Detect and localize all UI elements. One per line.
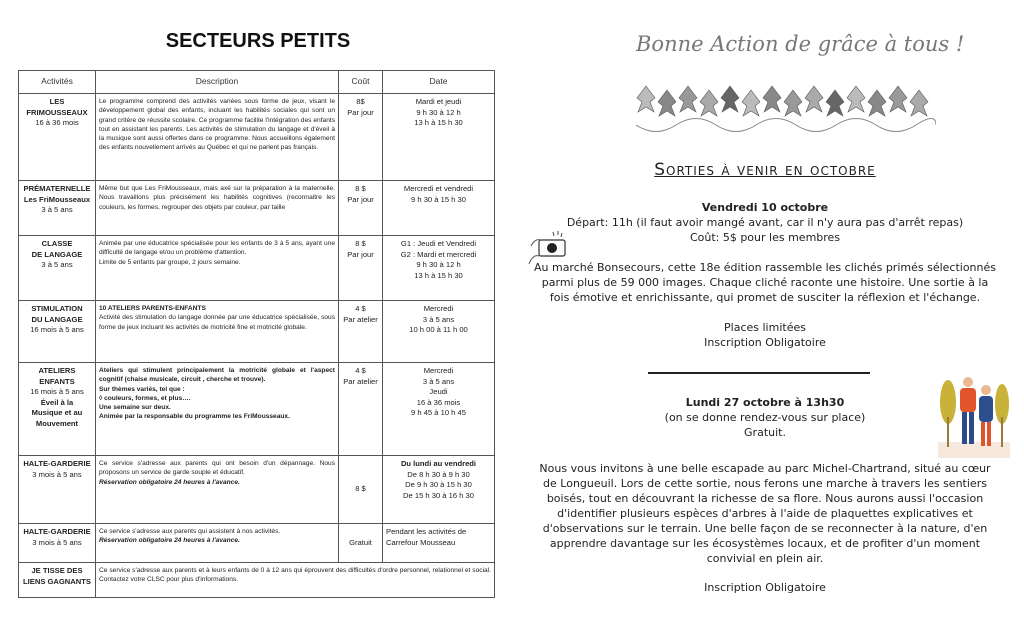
outing-2-date: Lundi 27 octobre à 13h30: [685, 396, 845, 409]
description-text: Le programme comprend des activités variées sous forme de jeux, visant le développement global des enfants, incluant les habilités sociales qui sont un grand critère de réussite scolaire. Ce programme facilite l'intégration des enfants tout en assistant les parents. Les activités de stimulation du langage et d'éveil à la musique sont aussi offertes dans ce programme. Nous accueillons également des enfants nouvellement arrivés au Québec et qui ne parlent pas français.: [99, 98, 335, 152]
outing-1-description: Au marché Bonsecours, cette 18e édition rassemble les clichés primés sélectionnés parmi plus de 59 000 images. Chaque cliché raconte une histoire. Une sortie à la fois émotive et enrichissante, qui promet de susciter la réflexion et l'échange.: [533, 261, 997, 304]
date-cell: [383, 456, 495, 524]
description-cell: [96, 524, 339, 563]
header-date: Date: [383, 71, 495, 94]
outing-2-description: Nous vous invitons à une belle escapade au parc Michel-Chartrand, situé au cœur de Longueuil. Lors de cette sortie, nous ferons une marche à travers les sentiers boisés, tout en découvrant la richesse de sa flore. Nous aurons aussi l'occasion d'identifier plusieurs espèces d'arbres à l'aide de plaquettes explicatives et d'observations sur le terrain. Une belle façon de se reconnecter à la nature, d'en apprendre davantage sur les écosystèmes locaux, et de profiter d'un moment convivial en plein air.: [539, 462, 991, 565]
cost-line: Par atelier: [343, 376, 378, 386]
description-text: Activité des stimulation du langage donnée par une éducatrice spécialisée, sous forme de jeux incluant les activités de motricité fine et motricité globale.: [99, 314, 335, 331]
outing-2-cost: Gratuit.: [744, 426, 786, 439]
description-cell: [96, 456, 339, 524]
activity-cell: [19, 563, 96, 598]
description-cell: [96, 94, 339, 181]
header-activites: Activités: [19, 71, 96, 94]
date-line: Jeudi: [429, 387, 448, 396]
garland-vine: [636, 119, 936, 132]
camera-icon: [527, 228, 569, 268]
activity-line: HALTE-GARDERIE: [23, 527, 91, 536]
activity-line: 3 à 5 ans: [41, 205, 73, 214]
table-row: [19, 301, 495, 363]
date-line: 3 à 5 ans: [422, 376, 455, 386]
date-line: De 8 h 30 à 9 h 30: [407, 469, 470, 479]
activity-line: 3 à 5 ans: [41, 260, 73, 269]
description-text: Réservation obligatoire 24 heures à l'avance.: [99, 478, 240, 486]
activity-line: PRÉMATERNELLE: [23, 184, 91, 193]
description-text: Ce service s'adresse aux parents et à leurs enfants de 0 à 12 ans qui éprouvent des difficultés d'ordre personnel, relationnel et social. Contactez votre CLSC pour plus d'informations.: [99, 567, 491, 584]
leaf-icon: [679, 86, 697, 112]
activity-line: Les FriMousseaux: [23, 194, 91, 204]
description-cell: [96, 363, 339, 456]
activity-line: FRIMOUSSEAUX: [26, 107, 88, 117]
date-line: 9 h 30 à 15 h 30: [411, 194, 466, 204]
date-line: 9 h 45 à 10 h 45: [411, 408, 466, 417]
description-text: Réservation obligatoire 24 heures à l'avance.: [99, 537, 240, 545]
description-text: ◊ couleurs, formes, et plus….: [99, 394, 191, 402]
table-row: [19, 563, 495, 598]
cost-line: 4 $: [355, 304, 366, 313]
cost-line: Par jour: [347, 249, 374, 259]
date-line: 13 h à 15 h 30: [414, 118, 463, 127]
leaf-icon: [637, 86, 655, 112]
outing-2: [520, 395, 1010, 595]
cost-line: Par jour: [347, 194, 374, 204]
date-line: G1 : Jeudi et Vendredi: [400, 239, 477, 248]
outing-1-inscription: Inscription Obligatoire: [704, 336, 826, 349]
date-line: 9 h 30 à 12 h: [416, 107, 461, 117]
outing-1-cost: Coût: 5$ pour les membres: [689, 231, 841, 244]
description-text: Ateliers qui stimulent principalement la motricité globale et l'aspect cognitif (chaise musicale, circuit , cherche et trouve).: [99, 367, 335, 384]
description-text: Animée par une éducatrice spécialisée pour les enfants de 3 à 5 ans, ayant une difficulté de langage et/ou un problème d'attention.: [99, 240, 335, 257]
cost-line: 8 $: [355, 239, 366, 248]
activity-cell: [19, 363, 96, 456]
outing-1-places: Places limitées: [724, 321, 806, 334]
date-line: 16 à 36 mois: [416, 397, 461, 407]
activity-cell: [19, 301, 96, 363]
leaf-icon: [805, 86, 823, 112]
activity-line: 3 mois à 5 ans: [32, 537, 82, 547]
activity-line: ATELIERS: [38, 366, 76, 375]
cost-line: 8 $: [355, 184, 366, 193]
table-row: [19, 363, 495, 456]
table-row: [19, 236, 495, 301]
outing-1: [520, 200, 1010, 350]
description-text: Même but que Les FriMousseaux, mais axé sur la préparation à la maternelle. Nous travaillons plus précisément les habilités cognitives (reconnaitre les couleurs, les formes, regrouper des objets par couleur, par taille: [99, 185, 335, 211]
description-text: Ce service s'adresse aux parents qui ont besoin d'un dépannage. Nous proposons un service de garde souple et éducatif.: [99, 460, 335, 477]
walking-couple-illustration: [938, 372, 1010, 458]
date-line: Mercredi: [423, 366, 454, 375]
date-cell: [383, 524, 495, 563]
activities-table: [18, 70, 495, 598]
table-row: [19, 456, 495, 524]
leaf-garland: [636, 80, 936, 138]
outing-1-departure: Départ: 11h (il faut avoir mangé avant, car il n'y aura pas d'arrêt repas): [566, 216, 964, 229]
activity-cell: [19, 524, 96, 563]
cost-line: 8$: [356, 97, 365, 106]
date-cell: [383, 181, 495, 236]
date-line: G2 : Mardi et mercredi: [400, 249, 477, 259]
date-cell: [383, 363, 495, 456]
date-cell: [383, 236, 495, 301]
description-text: Sur thèmes variés, tel que :: [99, 385, 185, 393]
description-text: Limite de 5 enfants par groupe, 2 jours semaine.: [99, 258, 241, 266]
date-line: Du lundi au vendredi: [400, 459, 477, 468]
date-line: Mardi et jeudi: [415, 97, 462, 106]
activity-cell: [19, 94, 96, 181]
activity-line: DE LANGAGE: [31, 249, 83, 259]
date-line: Carrefour Mousseau: [386, 537, 456, 547]
activity-line: HALTE-GARDERIE: [23, 459, 91, 468]
description-cell: [96, 181, 339, 236]
cost-line: Par jour: [347, 107, 374, 117]
date-line: De 9 h 30 à 15 h 30: [405, 480, 472, 489]
date-line: De 15 h 30 à 16 h 30: [403, 490, 474, 500]
cost-line: Gratuit: [349, 537, 372, 547]
garland-leaves: [637, 86, 928, 116]
activity-line: 16 mois à 5 ans: [30, 325, 84, 334]
cost-line: 8 $: [355, 484, 366, 494]
activity-line: LIENS GAGNANTS: [23, 576, 91, 586]
leaf-icon: [868, 90, 886, 116]
cost-cell: [339, 236, 383, 301]
outing-2-inscription: Inscription Obligatoire: [704, 581, 826, 594]
activity-cell: [19, 236, 96, 301]
description-text: Animée par la responsable du programme les FriMousseaux.: [99, 413, 290, 421]
cost-cell: [339, 301, 383, 363]
sorties-title: Sorties à venir en octobre: [654, 160, 876, 180]
leaf-icon: [784, 90, 802, 116]
table-row: [19, 181, 495, 236]
date-line: 3 à 5 ans: [422, 314, 455, 324]
header-description: Description: [96, 71, 339, 94]
date-line: 10 h 00 à 11 h 00: [409, 325, 468, 334]
cost-line: 4 $: [355, 366, 366, 375]
activity-line: ENFANTS: [39, 376, 75, 386]
activity-line: STIMULATION: [31, 304, 83, 313]
activity-line: Éveil à la: [40, 397, 74, 407]
description-cell: [96, 563, 495, 598]
divider: [648, 372, 870, 374]
cost-cell: [339, 94, 383, 181]
cost-cell: [339, 524, 383, 563]
date-line: Mercredi et vendredi: [403, 184, 474, 193]
description-text: 10 ATELIERS PARENTS-ENFANTS: [99, 305, 206, 312]
activity-line: CLASSE: [41, 239, 73, 248]
leaf-icon: [721, 86, 739, 112]
description-cell: [96, 236, 339, 301]
activity-line: 3 mois à 5 ans: [32, 469, 82, 479]
cost-cell: [339, 181, 383, 236]
leaf-icon: [910, 90, 928, 116]
activity-line: Mouvement: [35, 418, 79, 428]
leaf-icon: [658, 90, 676, 116]
page-title: SECTEURS PETITS: [165, 30, 351, 52]
description-text: Ce service s'adresse aux parents qui assistent à nos activités.: [99, 528, 281, 535]
activity-line: LES: [49, 97, 65, 106]
activity-line: JE TISSE DES: [31, 566, 83, 575]
date-cell: [383, 301, 495, 363]
outing-2-meeting: (on se donne rendez-vous sur place): [664, 411, 866, 424]
table-row: [19, 524, 495, 563]
leaf-icon: [763, 86, 781, 112]
header-cout: Coût: [339, 71, 383, 94]
leaf-icon: [889, 86, 907, 112]
leaf-icon: [847, 86, 865, 112]
date-line: Mercredi: [423, 304, 454, 313]
leaf-icon: [742, 90, 760, 116]
activity-line: Musique et au: [31, 408, 83, 417]
cost-line: Par atelier: [343, 314, 378, 324]
thanksgiving-greeting: Bonne Action de grâce à tous !: [636, 32, 965, 56]
cost-cell: [339, 363, 383, 456]
activity-cell: [19, 456, 96, 524]
date-line: 9 h 30 à 12 h: [416, 260, 461, 269]
description-text: Une semaine sur deux.: [99, 404, 171, 412]
leaf-icon: [700, 90, 718, 116]
description-cell: [96, 301, 339, 363]
table-header-row: [19, 71, 495, 94]
outing-1-date: Vendredi 10 octobre: [701, 201, 829, 214]
activity-line: DU LANGAGE: [31, 314, 83, 324]
date-cell: [383, 94, 495, 181]
cost-cell: [339, 456, 383, 524]
activity-cell: [19, 181, 96, 236]
activity-line: 16 mois à 5 ans: [30, 387, 84, 396]
leaf-icon: [826, 90, 844, 116]
date-line: 13 h à 15 h 30: [414, 270, 463, 280]
table-row: [19, 94, 495, 181]
date-line: Pendant les activités de: [386, 527, 467, 536]
activity-line: 16 à 36 mois: [35, 118, 79, 127]
